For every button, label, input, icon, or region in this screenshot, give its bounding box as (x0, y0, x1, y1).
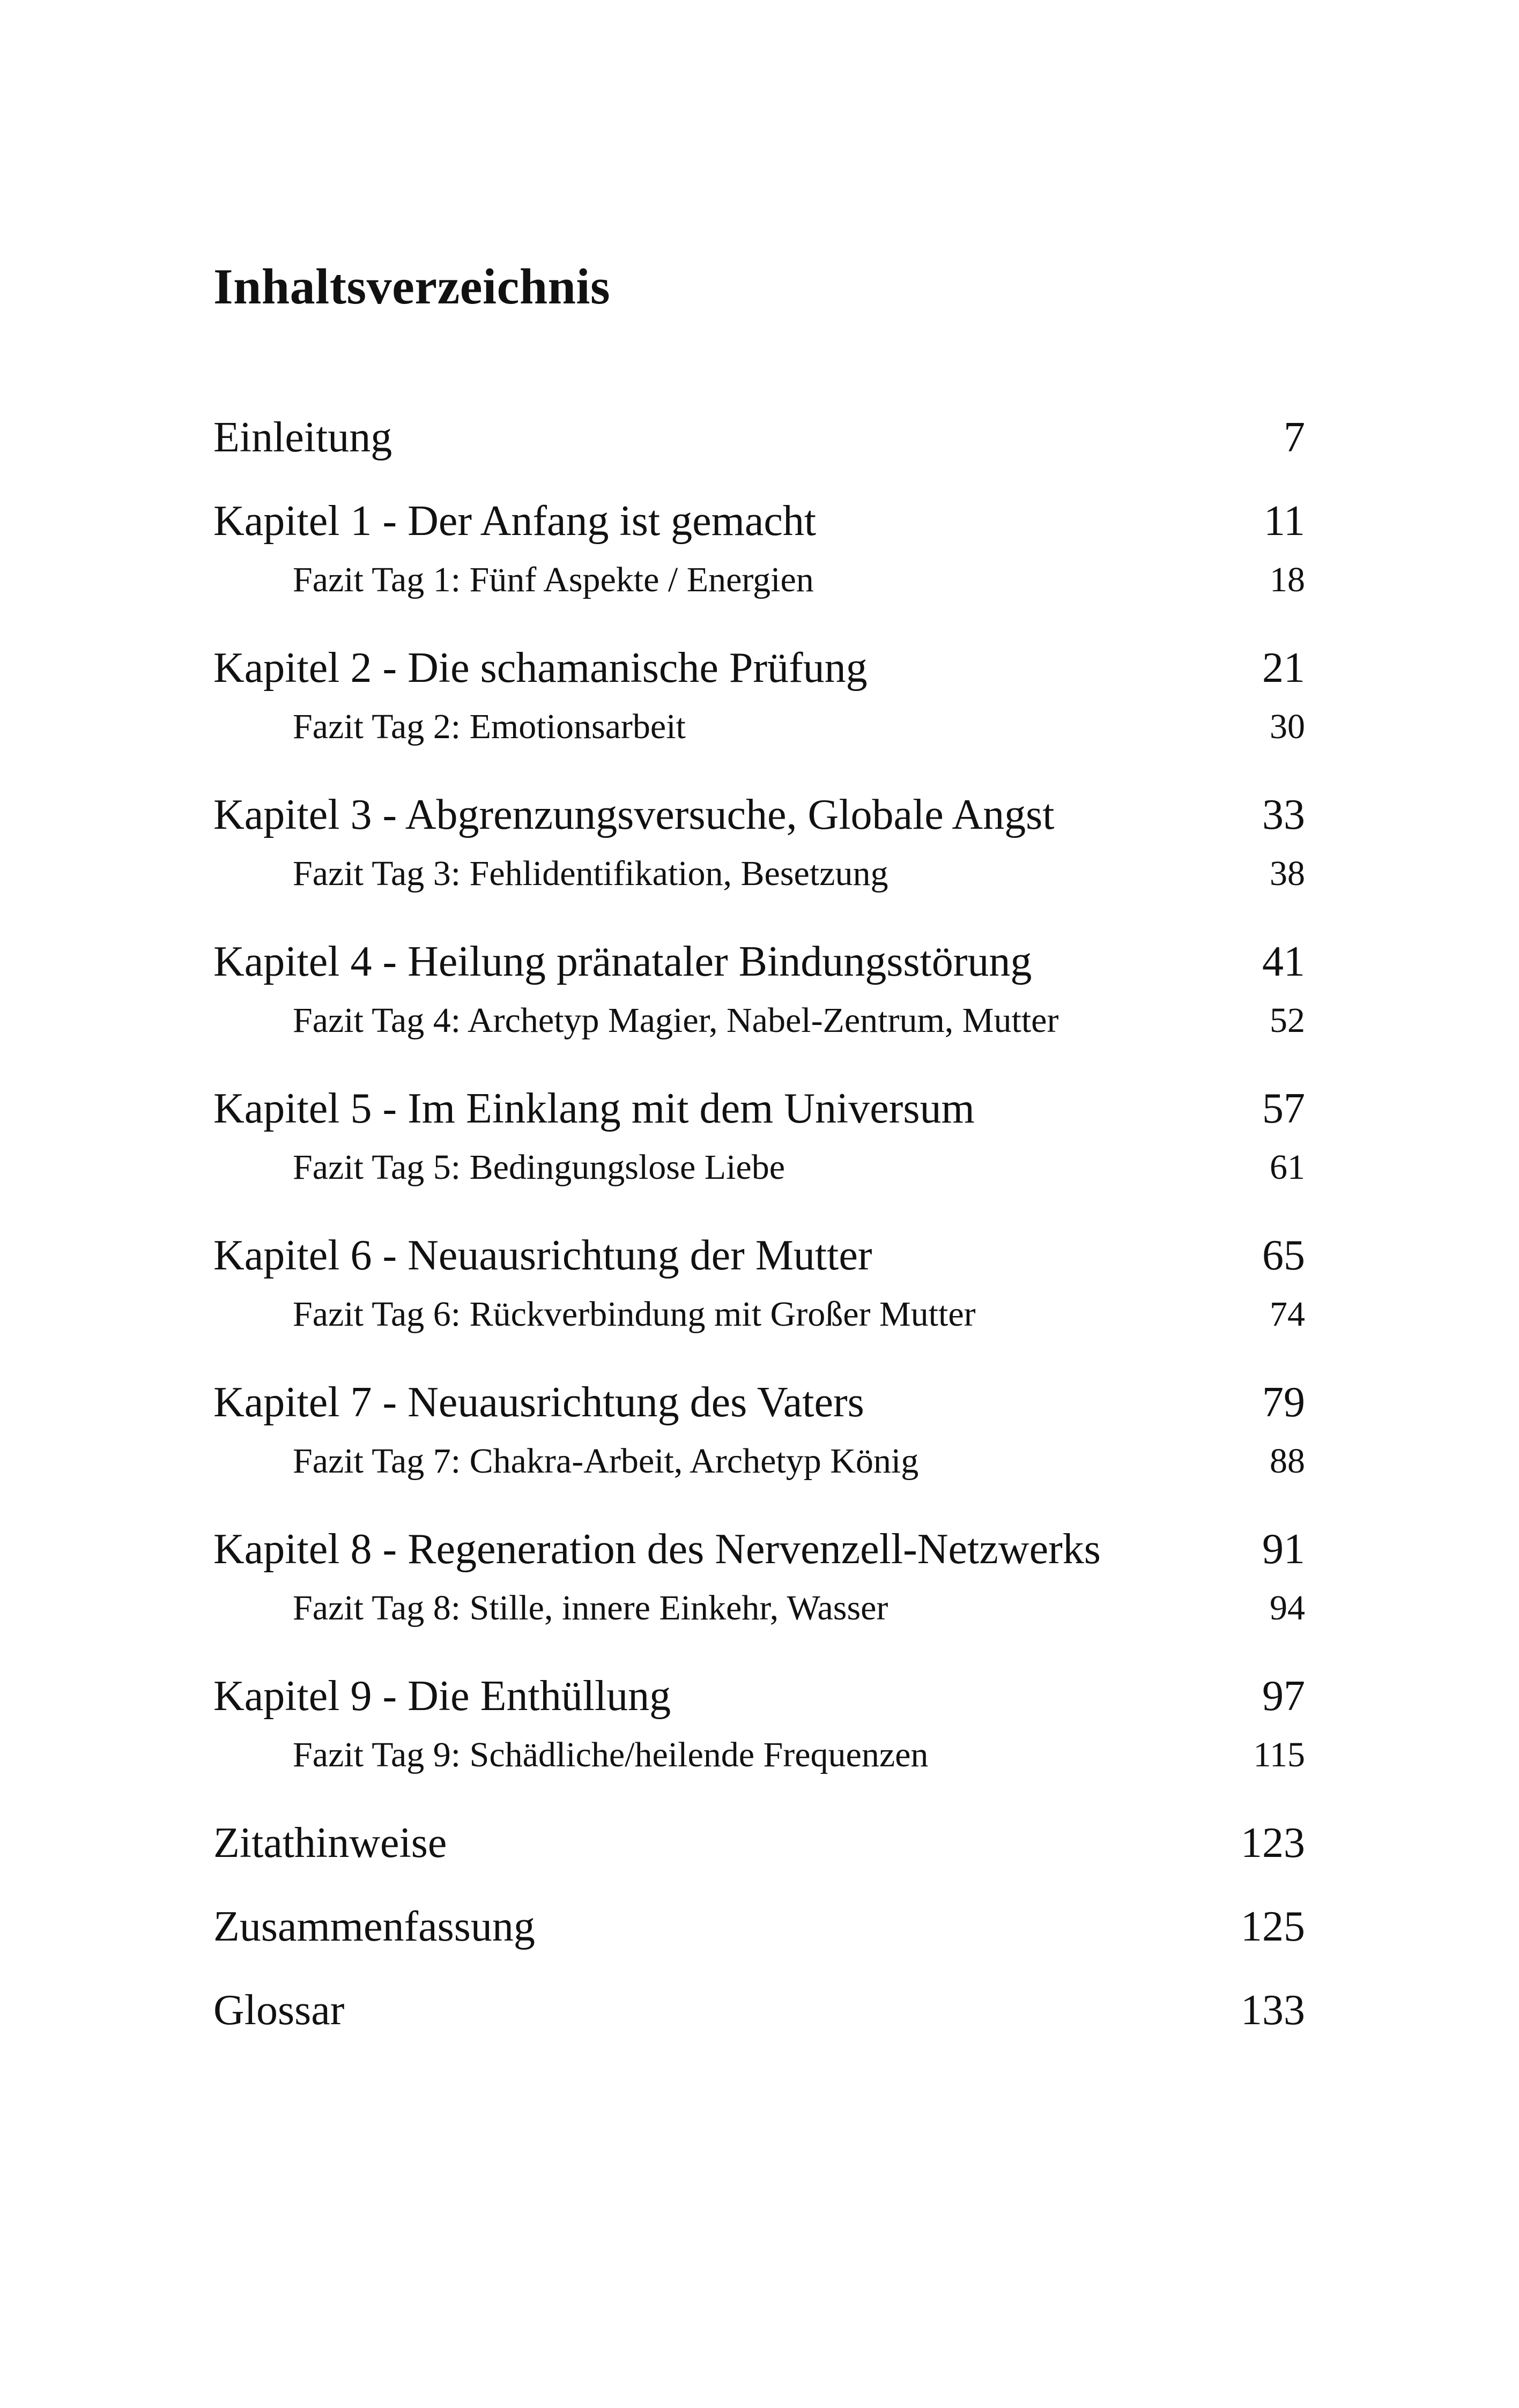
toc-entry-page-number: 7 (1284, 414, 1305, 461)
toc-entry-page-number: 123 (1241, 1819, 1305, 1867)
toc-chapter-entry (213, 936, 1305, 987)
toc-entry-page-number: 41 (1262, 938, 1305, 985)
toc-entry-label: Fazit Tag 6: Rückverbindung mit Großer Mutter (293, 1295, 976, 1334)
toc-entry-page-number: 88 (1270, 1441, 1305, 1481)
toc-sub-entry (213, 852, 1305, 895)
toc-entry-page-number: 33 (1262, 791, 1305, 838)
toc-entry-page-number: 125 (1241, 1903, 1305, 1950)
toc-entry-label: Kapitel 8 - Regeneration des Nervenzell-Netzwerks (213, 1526, 1101, 1573)
toc-entry-label: Kapitel 2 - Die schamanische Prüfung (213, 644, 868, 692)
toc-entry-page-number: 74 (1270, 1295, 1305, 1334)
toc-chapter-entry (213, 1817, 1305, 1869)
toc-title: Inhaltsverzeichnis (213, 259, 611, 315)
toc-chapter-entry (213, 495, 1305, 547)
toc-sub-entry (213, 999, 1305, 1042)
toc-entry-label: Fazit Tag 1: Fünf Aspekte / Energien (293, 560, 814, 599)
toc-entry-page-number: 61 (1270, 1148, 1305, 1187)
toc-chapter-entry (213, 1083, 1305, 1134)
toc-entry-label: Einleitung (213, 414, 392, 461)
toc-chapter-entry (213, 642, 1305, 694)
toc-entry-label: Kapitel 9 - Die Enthüllung (213, 1673, 671, 1720)
toc-entry-page-number: 91 (1262, 1526, 1305, 1573)
toc-chapter-entry (213, 1377, 1305, 1428)
toc-entry-page-number: 94 (1270, 1588, 1305, 1627)
toc-entry-page-number: 133 (1241, 1987, 1305, 2034)
toc-list (213, 412, 1305, 2036)
toc-entry-label: Glossar (213, 1987, 345, 2034)
toc-entry-page-number: 30 (1270, 707, 1305, 746)
toc-entry-page-number: 65 (1262, 1232, 1305, 1279)
toc-entry-page-number: 11 (1263, 497, 1305, 545)
toc-entry-page-number: 57 (1262, 1085, 1305, 1132)
toc-sub-entry (213, 1146, 1305, 1189)
toc-chapter-entry (213, 412, 1305, 463)
toc-entry-label: Fazit Tag 8: Stille, innere Einkehr, Wasser (293, 1588, 888, 1627)
toc-chapter-entry (213, 1985, 1305, 2036)
toc-entry-page-number: 79 (1262, 1379, 1305, 1426)
toc-entry-label: Zusammenfassung (213, 1903, 535, 1950)
toc-entry-label: Kapitel 3 - Abgrenzungsversuche, Globale Angst (213, 791, 1055, 838)
toc-sub-entry (213, 1734, 1305, 1777)
toc-chapter-entry (213, 1523, 1305, 1575)
toc-entry-page-number: 52 (1270, 1001, 1305, 1040)
toc-entry-label: Fazit Tag 2: Emotionsarbeit (293, 707, 686, 746)
toc-entry-label: Fazit Tag 9: Schädliche/heilende Frequenzen (293, 1735, 929, 1774)
toc-chapter-entry (213, 1901, 1305, 1952)
toc-entry-label: Kapitel 5 - Im Einklang mit dem Universum (213, 1085, 975, 1132)
toc-chapter-entry (213, 1670, 1305, 1722)
toc-entry-label: Zitathinweise (213, 1819, 447, 1867)
toc-sub-entry (213, 559, 1305, 601)
toc-entry-label: Fazit Tag 3: Fehlidentifikation, Besetzung (293, 854, 888, 893)
toc-sub-entry (213, 705, 1305, 748)
toc-entry-label: Kapitel 6 - Neuausrichtung der Mutter (213, 1232, 872, 1279)
toc-entry-label: Kapitel 7 - Neuausrichtung des Vaters (213, 1379, 864, 1426)
toc-page (213, 257, 1305, 2036)
toc-sub-entry (213, 1293, 1305, 1336)
toc-sub-entry (213, 1587, 1305, 1630)
toc-entry-label: Kapitel 4 - Heilung pränataler Bindungsstörung (213, 938, 1032, 985)
toc-entry-page-number: 21 (1262, 644, 1305, 692)
toc-entry-label: Fazit Tag 5: Bedingungslose Liebe (293, 1148, 786, 1187)
toc-entry-label: Kapitel 1 - Der Anfang ist gemacht (213, 497, 817, 545)
toc-entry-page-number: 38 (1270, 854, 1305, 893)
toc-entry-page-number: 97 (1262, 1673, 1305, 1720)
toc-entry-page-number: 18 (1270, 560, 1305, 599)
toc-chapter-entry (213, 789, 1305, 841)
toc-entry-label: Fazit Tag 7: Chakra-Arbeit, Archetyp König (293, 1441, 919, 1481)
toc-sub-entry (213, 1440, 1305, 1483)
toc-entry-page-number: 115 (1253, 1735, 1305, 1774)
toc-entry-label: Fazit Tag 4: Archetyp Magier, Nabel-Zentrum, Mutter (293, 1001, 1059, 1040)
toc-chapter-entry (213, 1230, 1305, 1281)
